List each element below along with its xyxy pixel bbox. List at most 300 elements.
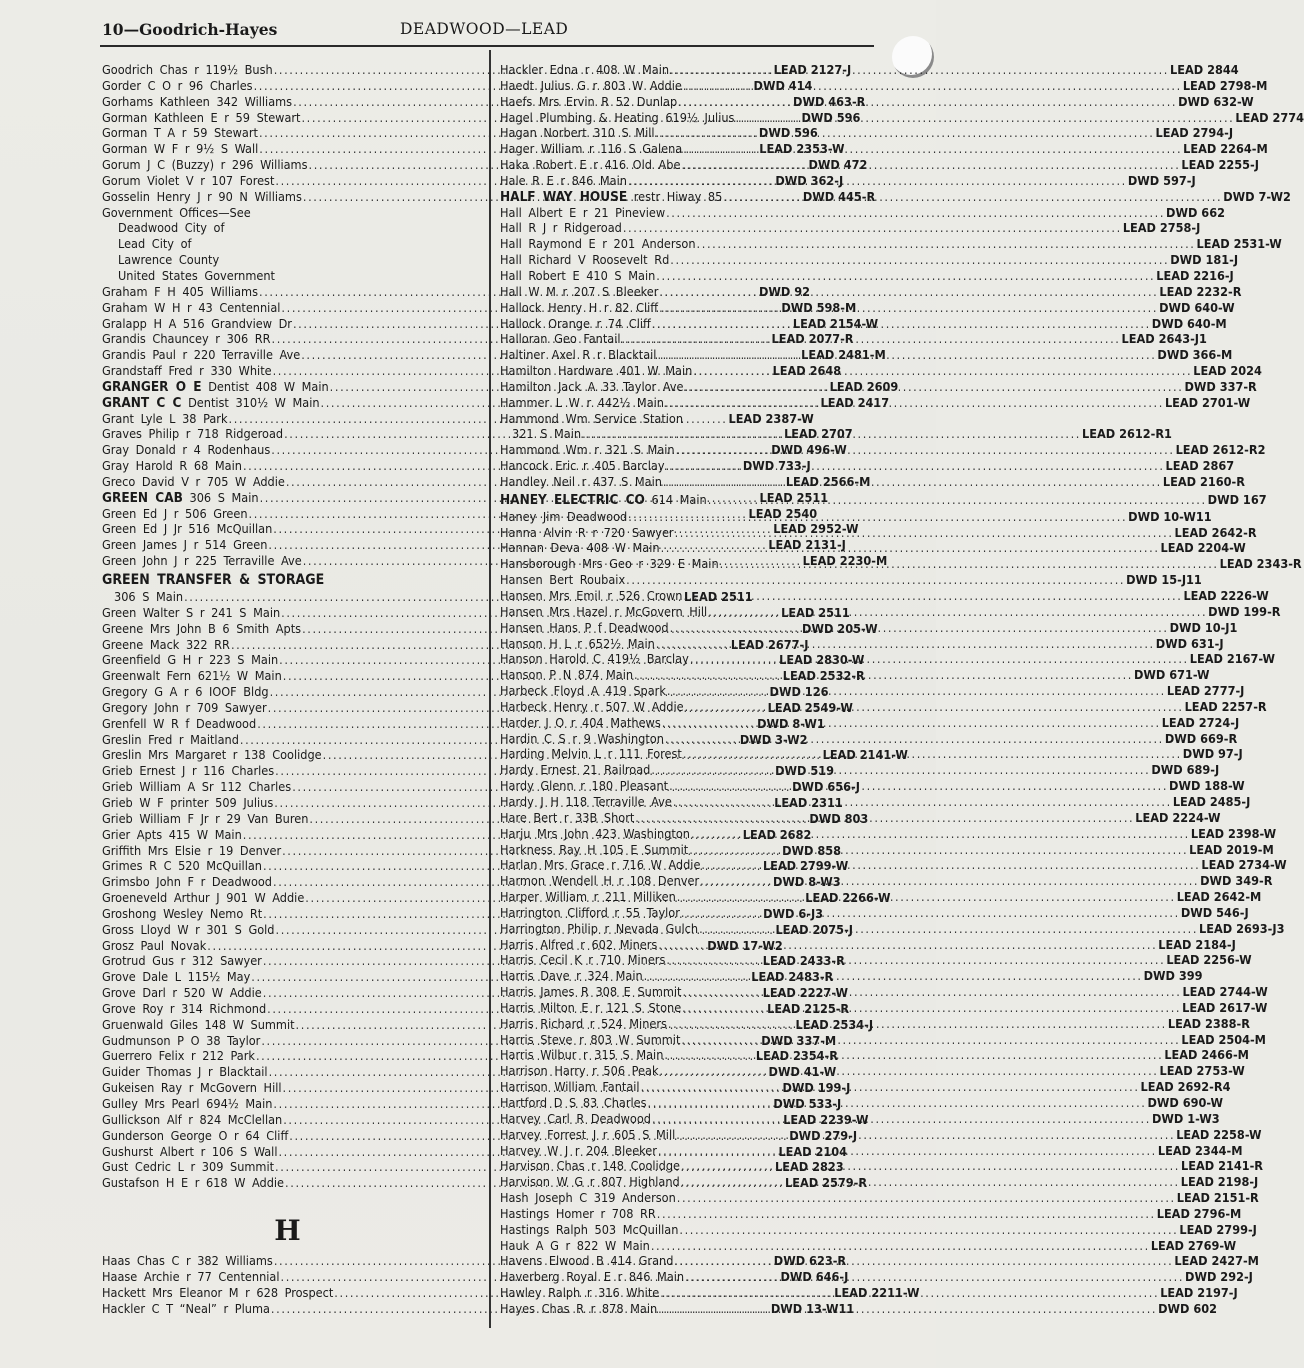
entry-name: Harris Alfred r 602 Miners (500, 936, 658, 952)
entry-name: Hancock Eric r 405 Barclay (500, 458, 665, 474)
phone-number: LEAD 2433-R (762, 953, 845, 969)
section-letter: H (274, 1214, 301, 1248)
right-column (500, 62, 1304, 1317)
leader-dots (684, 699, 1185, 715)
directory-entry (500, 920, 1285, 937)
directory-entry (500, 556, 1302, 572)
entry-name: Grandis Chauncey r 306 RR (102, 331, 271, 347)
directory-entry (500, 572, 1202, 588)
leader-dots (658, 300, 1159, 316)
directory-entry (102, 489, 829, 506)
phone-number: LEAD 2154-W (792, 315, 879, 331)
phone-number: DWD 15-J11 (1126, 572, 1202, 588)
directory-entry (500, 508, 1212, 525)
directory-entry (500, 999, 1268, 1016)
phone-number: LEAD 2239-W (783, 1111, 869, 1127)
phone-number: DWD 596 (758, 125, 818, 141)
leader-dots (655, 268, 1156, 284)
entry-name: Green James J r 514 Green (102, 537, 268, 553)
phone-number: LEAD 2701-W (1164, 394, 1251, 410)
entry-name: Harris Richard r 524 Miners (500, 1015, 667, 1031)
leader-dots (678, 1222, 1179, 1238)
leader-dots (676, 889, 1177, 905)
entry-name: Haverberg Royal E r 846 Main (500, 1269, 685, 1285)
leader-dots (658, 284, 1159, 300)
leader-dots (647, 1095, 1148, 1111)
phone-number: LEAD 2823 (775, 1159, 844, 1175)
entry-name: Gorder C O r 96 Charles (102, 77, 253, 93)
entry-name: Harbeck Floyd A 419 Spark (500, 683, 666, 699)
phone-number: LEAD 2799-J (1179, 1221, 1257, 1237)
government-item: Deadwood City of (118, 220, 225, 236)
phone-number: LEAD 2417 (820, 394, 890, 410)
directory-entry (500, 1253, 1259, 1269)
phone-number: DWD 519 (775, 763, 835, 779)
phone-number: LEAD 2227-W (762, 985, 848, 1001)
directory-entry (500, 841, 1274, 858)
entry-name: Harris Wilbur r 315 S Main (500, 1047, 664, 1063)
phone-number: LEAD 2724-J (1161, 714, 1240, 730)
directory-entry (500, 172, 1196, 189)
entry-name: Haney Jim Deadwood (500, 508, 628, 524)
entry-name: Hagel Plumbing & Heating 619½ Julius (500, 109, 735, 125)
business-name: GRANT C C (102, 394, 182, 411)
entry-name: Haltiner Axel R r Blacktail (500, 347, 657, 363)
page-range-header: 10—Goodrich-Hayes (102, 20, 278, 39)
entry-name: Hackett Mrs Eleanor M r 628 Prospect (102, 1284, 334, 1300)
directory-entry (500, 984, 1268, 1000)
phone-number: DWD 126 (769, 684, 829, 700)
entry-name: Gorum Violet V r 107 Forest (102, 172, 275, 188)
directory-entry (500, 283, 1242, 300)
phone-number: DWD 733-J (742, 458, 811, 474)
directory-entry (500, 347, 1233, 363)
phone-number: LEAD 2024 (1193, 363, 1262, 379)
entry-name: Hammond Wm r 321 S Main (500, 442, 675, 458)
leader-dots (666, 683, 1167, 699)
leader-dots (655, 125, 1156, 141)
entry-name: Grenfell W R f Deadwood (102, 715, 257, 731)
business-heading: Hammond Wm Service Station (500, 410, 684, 426)
entry-name: Gruenwald Giles 148 W Summit (102, 1016, 295, 1032)
leader-dots (688, 842, 1189, 858)
phone-number: DWD 690-W (1147, 1095, 1224, 1110)
directory-entry (500, 1079, 1231, 1095)
phone-number: DWD 598-M (781, 299, 857, 315)
directory-entry (500, 698, 1267, 715)
entry-name: Harris James R 308 E Summit (500, 984, 682, 1000)
directory-entry (500, 603, 1281, 620)
phone-number: LEAD 2151-R (1176, 1190, 1259, 1206)
leader-dots (674, 525, 1175, 541)
leader-dots (657, 1301, 1158, 1317)
entry-name: Graham W H r 43 Centennial (102, 299, 281, 315)
entry-name: Gray Harold R 68 Main (102, 458, 242, 474)
leader-dots (719, 556, 1220, 572)
phone-number: LEAD 2744-W (1182, 984, 1268, 1000)
directory-entry (500, 714, 1240, 731)
entry-name: Grieb Ernest J r 116 Charles (102, 763, 275, 779)
directory-entry (500, 93, 1254, 110)
entry-name: Hardy Glenn r 180 Pleasant (500, 778, 669, 794)
entry-name: Graham F H 405 Williams (102, 283, 258, 299)
entry-name: Grant Lyle L 38 Park (102, 410, 228, 426)
leader-dots (669, 252, 1170, 268)
leader-dots (659, 1285, 1160, 1301)
phone-number: LEAD 2549-W (767, 699, 853, 715)
entry-name: Hannan Deva 408 W Main (500, 540, 660, 556)
entry-name: Hamilton Jack A 33 Taylor Ave (500, 378, 684, 394)
entry-name: Green Ed J r 506 Green (102, 505, 248, 521)
directory-entry (500, 651, 1276, 667)
phone-number: LEAD 2258-W (1176, 1126, 1262, 1142)
phone-number: DWD 167 (1207, 491, 1267, 507)
directory-entry (500, 809, 1221, 826)
leader-dots (651, 316, 1152, 332)
phone-number: LEAD 2617-W (1182, 999, 1268, 1015)
entry-name: Grimes R C 520 McQuillan (102, 858, 262, 874)
phone-number: LEAD 2184-J (1158, 936, 1236, 952)
leader-dots (668, 778, 1169, 794)
phone-number: LEAD 2540 (748, 505, 818, 521)
phone-number: LEAD 2104 (778, 1143, 848, 1159)
directory-entry (500, 667, 1210, 683)
government-heading: Government Offices—See (102, 204, 251, 220)
entry-name: Haedt Julius G r 803 W Addie (500, 77, 682, 93)
directory-entry (500, 236, 1282, 252)
entry-name: Green John J r 225 Terraville Ave (102, 553, 302, 569)
phone-number: DWD 292-J (1185, 1269, 1253, 1285)
entry-name: Gross Lloyd W r 301 S Gold (102, 921, 275, 937)
entry-name: Gust Cedric L r 309 Summit (102, 1159, 275, 1175)
phone-number: LEAD 2353-W (759, 141, 845, 157)
entry-name: Harvey W J r 204 Bleeker (500, 1142, 657, 1158)
entry-name: Greco David V r 705 W Addie (102, 473, 285, 489)
page-title: DEADWOOD—LEAD (400, 20, 569, 38)
business-heading: GREEN TRANSFER & STORAGE (102, 572, 325, 588)
phone-number: LEAD 2511 (781, 604, 850, 620)
leader-dots (699, 873, 1200, 889)
phone-number: LEAD 2311 (774, 794, 843, 810)
entry-name: Hansen Mrs Emil r 526 Crown (500, 588, 683, 603)
phone-number: LEAD 2204-W (1160, 540, 1246, 556)
entry-name: Haas Chas C r 382 Williams (102, 1253, 273, 1269)
directory-entry (500, 77, 1268, 94)
phone-number: DWD 349-R (1200, 873, 1273, 889)
entry-name: Hager William r 116 S Galena (500, 141, 683, 157)
entry-name: Guerrero Felix r 212 Park (102, 1048, 255, 1064)
phone-number: DWD 662 (1166, 204, 1225, 220)
entry-name: Gosselin Henry J r 90 N Williams (102, 188, 302, 204)
phone-number: LEAD 2677-J (730, 636, 809, 652)
leader-dots (650, 1238, 1151, 1254)
phone-number: LEAD 2226-W (1183, 588, 1269, 603)
directory-entry (500, 204, 1225, 221)
leader-dots (722, 189, 1223, 205)
phone-number: DWD 17-W2 (707, 937, 783, 953)
leader-dots (680, 1032, 1181, 1048)
phone-number: LEAD 2642-M (1176, 889, 1262, 905)
phone-number: DWD 602 (1158, 1300, 1218, 1316)
phone-number: LEAD 2075-J (775, 921, 853, 937)
leader-dots (675, 1127, 1176, 1143)
entry-name: Greene Mack 322 RR (102, 636, 230, 652)
leader-dots (659, 1063, 1160, 1079)
phone-number: LEAD 2255-J (1181, 157, 1259, 173)
phone-number: LEAD 2566-M (785, 473, 871, 489)
entry-name: Groeneveld Arthur J 901 W Addie (102, 890, 305, 906)
leader-dots (643, 968, 1144, 984)
leader-dots (665, 458, 1166, 474)
directory-entry (500, 1110, 1220, 1127)
phone-number: DWD 181-J (1170, 252, 1239, 268)
directory-entry (500, 825, 1277, 842)
leader-dots (680, 1174, 1181, 1190)
directory-entry (500, 936, 1236, 953)
entry-name: Gregory G A r 6 IOOF Bldg (102, 684, 269, 700)
phone-number: LEAD 2531-W (1196, 236, 1282, 252)
entry-name: Harmon Wendell H r 108 Denver (500, 873, 700, 889)
directory-entry (500, 220, 1201, 236)
entry-name: Hansen Hans P f Deadwood (500, 619, 669, 635)
entry-name: Hallock Henry H r 82 Cliff (500, 299, 659, 315)
entry-name: Hauk A G r 822 W Main (500, 1237, 650, 1253)
phone-number: DWD 445-R (802, 188, 876, 204)
entry-name: Dentist 310½ W Main (188, 394, 320, 410)
entry-name: Grandis Paul r 220 Terraville Ave (102, 347, 301, 363)
phone-number: LEAD 2693-J3 (1199, 920, 1285, 936)
phone-number: LEAD 2796-M (1156, 1205, 1242, 1221)
phone-number: DWD 472 (808, 157, 868, 173)
entry-name: Hardy Ernest 21 Railroad (500, 762, 651, 778)
business-name: GREEN CAB (102, 489, 183, 506)
entry-name: Graves Philip r 718 Ridgeroad (102, 426, 284, 442)
entry-name: Gullickson Alf r 824 McClellan (102, 1111, 283, 1127)
entries-group (500, 508, 1302, 1317)
phone-number: DWD 597-J (1127, 172, 1196, 188)
leader-dots (665, 205, 1166, 221)
phone-number: DWD 640-W (1159, 299, 1235, 315)
phone-number: LEAD 2167-W (1189, 651, 1276, 667)
leader-dots (682, 588, 1183, 604)
entry-name: Grier Apts 415 W Main (102, 826, 242, 842)
entry-name: Hastings Ralph 503 McQuillan (500, 1221, 679, 1237)
entry-name: Harrison Harry r 506 Peak (500, 1063, 659, 1079)
directory-entry: 306 S Main ..... LEAD 2511 (102, 589, 473, 605)
entry-name: Harris Steve r 803 W Summit (500, 1031, 681, 1047)
directory-entry: HANEY ELECTRIC CO 614 Main ..... DWD 167 (500, 491, 877, 509)
entry-name: Hash Joseph C 319 Anderson (500, 1190, 676, 1206)
directory-entry (500, 762, 1220, 778)
phone-number: DWD 337-M (761, 1032, 837, 1048)
leader-dots (627, 509, 1128, 525)
entry-name: Hall R J r Ridgeroad (500, 220, 622, 236)
phone-number: LEAD 2344-M (1157, 1142, 1243, 1158)
business-name: HALF WAY HOUSE (500, 188, 628, 205)
leader-dots (669, 62, 1170, 78)
phone-number: DWD 858 (782, 842, 841, 858)
phone-number: LEAD 2952-W (773, 521, 859, 537)
directory-entry (500, 62, 1239, 78)
leader-dots (633, 667, 1134, 683)
phone-number: LEAD 2777-J (1166, 683, 1245, 699)
leader-dots (655, 636, 1156, 652)
entry-name: Harvey Carl R Deadwood (500, 1110, 651, 1126)
directory-entry (500, 252, 1239, 268)
directory-entry (500, 619, 1238, 636)
entry-name: Harju Mrs John 423 Washington (500, 825, 690, 841)
directory-entry (500, 540, 1246, 556)
phone-number: LEAD 2485-J (1172, 793, 1251, 809)
phone-number: DWD 97-J (1182, 746, 1243, 762)
phone-number: LEAD 2844 (1169, 62, 1239, 77)
phone-number: LEAD 2127-J (773, 62, 852, 77)
leader-dots (667, 1016, 1168, 1032)
phone-number: DWD 669-R (1164, 730, 1238, 746)
phone-number: DWD 646-J (780, 1268, 849, 1284)
phone-number: LEAD 2612-R1 (1082, 426, 1172, 442)
phone-number: LEAD 2753-W (1159, 1063, 1245, 1079)
entry-name: Dentist 408 W Main (208, 378, 329, 394)
leader-dots (663, 1047, 1164, 1063)
phone-number: LEAD 2511 (684, 589, 753, 604)
phone-number: LEAD 2734-W (1201, 857, 1287, 873)
entry-name: Hallock Orange r 74 Cliff (500, 315, 651, 331)
phone-number: LEAD 2511 (759, 489, 829, 505)
entry-name: Hanson P N 874 Main (500, 667, 634, 683)
phone-number: LEAD 2387-W (728, 410, 814, 426)
leader-dots (650, 762, 1151, 778)
phone-number: LEAD 2769-W (1150, 1237, 1237, 1253)
entry-name: Hare Bert r 33B Short (500, 809, 635, 825)
phone-number: LEAD 2612-R2 (1175, 442, 1266, 458)
leader-dots (707, 604, 1208, 620)
phone-number: LEAD 2794-J (1155, 125, 1234, 141)
leader-dots (682, 78, 1183, 94)
directory-entry (500, 730, 1238, 747)
phone-number: LEAD 2388-R (1167, 1015, 1250, 1031)
phone-number: DWD 10-W11 (1128, 508, 1212, 524)
government-item: Lawrence County (118, 252, 220, 268)
phone-number: DWD 399 (1143, 968, 1203, 984)
directory-entry (500, 1015, 1250, 1032)
entry-name: Grove Darl r 520 W Addie (102, 985, 262, 1001)
directory-entry (500, 1095, 1224, 1111)
directory-entry (500, 778, 1245, 794)
leader-dots (657, 937, 1158, 953)
phone-number: LEAD 2354-R (755, 1048, 838, 1064)
entry-name: Harvison W G r 807 Highland (500, 1174, 680, 1190)
entry-name: Gorman Kathleen E r 59 Stewart (102, 109, 301, 125)
directory-entry (500, 1063, 1245, 1079)
entry-name: Hastings Homer r 708 RR (500, 1205, 656, 1221)
phone-number: DWD 366-M (1157, 347, 1233, 363)
phone-number: DWD 623-R (773, 1253, 847, 1269)
business-name: GRANGER O E (102, 378, 202, 395)
phone-number: LEAD 2682 (742, 826, 812, 842)
phone-number: DWD 362-J (775, 172, 844, 188)
phone-number: DWD 596 (801, 109, 861, 125)
phone-number: LEAD 2197-J (1160, 1285, 1238, 1301)
phone-number: LEAD 2141-W (822, 747, 908, 763)
phone-number: DWD 533-J (773, 1096, 842, 1111)
directory-entry (500, 793, 1251, 810)
leader-dots (634, 810, 1135, 826)
entry-name: Hall Robert E 410 S Main (500, 267, 656, 283)
phone-number: LEAD 2264-M (1183, 141, 1268, 157)
phone-number: DWD 6-J3 (763, 905, 824, 921)
phone-number: LEAD 2504-M (1181, 1031, 1266, 1047)
phone-number: LEAD 2257-R (1184, 698, 1267, 714)
entry-name: Gorhams Kathleen 342 Williams (102, 93, 293, 109)
directory-entry (500, 109, 1304, 126)
directory-entry (500, 952, 1252, 968)
phone-number: LEAD 2532-R (782, 668, 865, 684)
directory-entry (500, 157, 1259, 173)
entry-name: Harper William r 211 Milliken (500, 889, 676, 905)
entry-name: Grieb W F printer 509 Julius (102, 794, 274, 810)
entry-name: Grotrud Gus r 312 Sawyer (102, 953, 262, 969)
entry-name: Harris Dave r 324 Main (500, 968, 643, 984)
directory-entry (500, 588, 1269, 604)
directory-entry (500, 524, 1257, 541)
phone-number: LEAD 2256-W (1166, 952, 1252, 968)
phone-number: LEAD 2125-R (767, 1000, 850, 1016)
directory-entry (500, 442, 1266, 458)
leader-dots (676, 1190, 1177, 1206)
entry-name: Harlan Mrs Grace r 716 W Addie (500, 857, 701, 873)
phone-number: LEAD 2774 (1235, 109, 1304, 125)
entry-name: Harvey Forrest J r 605 S Mill (500, 1126, 676, 1142)
phone-number: DWD 13-W11 (770, 1300, 855, 1316)
directory-entry (500, 968, 1203, 984)
leader-dots (681, 984, 1182, 1000)
government-item: Lead City of (118, 236, 192, 252)
directory-entry (500, 857, 1287, 873)
entry-name: Handley Neil r 437 S Main (500, 473, 662, 489)
leader-dots (656, 1206, 1157, 1222)
phone-number: LEAD 2160-R (1162, 473, 1245, 489)
phone-number: LEAD 2266-W (805, 890, 891, 906)
phone-number: LEAD 2648 (772, 363, 842, 379)
phone-number: DWD 803 (809, 810, 869, 826)
phone-number: LEAD 2211-W (834, 1284, 920, 1300)
entry-name: Harder J O r 404 Mathews (500, 714, 661, 730)
entries-group (500, 442, 1266, 490)
phone-number: LEAD 2224-W (1135, 809, 1221, 825)
entry-name: Harris Milton E r 121 S Stone (500, 999, 682, 1015)
phone-number: DWD 8-W1 (757, 715, 825, 731)
phone-number: DWD 10-J1 (1169, 619, 1238, 635)
directory-entry (500, 1221, 1257, 1238)
phone-number: LEAD 2799-W (762, 858, 849, 874)
phone-number: DWD 8-W3 (772, 874, 841, 890)
entry-name: 306 S Main (189, 489, 259, 505)
phone-number: LEAD 2579-R (785, 1175, 868, 1191)
entry-name: Hanna Alvin R r 720 Sawyer (500, 524, 674, 540)
entry-name: Gulley Mrs Pearl 694½ Main (102, 1096, 273, 1111)
entry-name: Hardy J H 118 Terraville Ave (500, 793, 672, 809)
entry-name: Harkness Ray H 105 E Summit (500, 841, 689, 857)
entry-name: Hackler C T “Neal” r Pluma (102, 1300, 270, 1316)
entry-name: Hardin C S r 9 Washington (500, 730, 664, 746)
directory-entry (500, 1190, 1259, 1206)
entry-name: Harvison Chas r 148 Coolidge (500, 1158, 681, 1174)
directory-entry (500, 458, 1235, 474)
phone-number: LEAD 2830-W (779, 652, 865, 668)
phone-number: LEAD 2609 (829, 378, 899, 394)
directory-entry (500, 267, 1234, 284)
